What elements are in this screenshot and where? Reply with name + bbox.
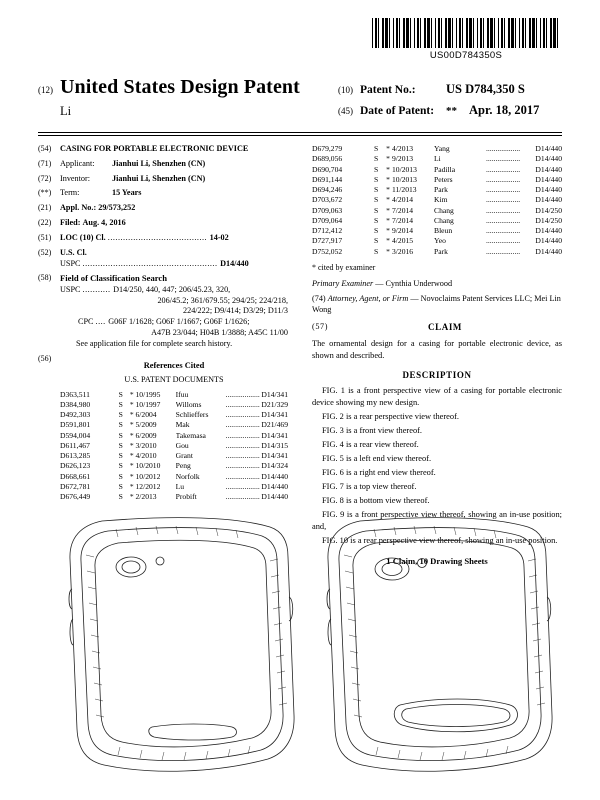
citation-dots: ..................	[486, 195, 521, 205]
barcode-number: US00D784350S	[429, 50, 503, 61]
code-74: (74)	[312, 294, 326, 304]
citation-row	[312, 226, 562, 236]
citation-date: 5/2009	[135, 420, 157, 430]
citation-star: *	[386, 185, 390, 194]
search-body	[60, 273, 288, 349]
figure-description: FIG. 10 is a rear perspective view thereof, showing an in-use position.	[322, 535, 558, 545]
citation-patent: D492,303	[60, 410, 91, 420]
citation-class: D14/440	[535, 195, 562, 205]
citation-kind: S	[374, 144, 379, 153]
citation-patent: D690,704	[312, 164, 343, 174]
claim-heading-text: CLAIM	[428, 321, 463, 332]
citation-class: D14/440	[261, 481, 288, 491]
field-term	[38, 188, 288, 199]
code-12: (12)	[38, 85, 53, 95]
search-cpc-label: CPC	[78, 317, 94, 327]
citation-date: 6/2004	[135, 410, 157, 420]
citation-class: D21/469	[261, 420, 288, 430]
citation-class: D14/440	[535, 226, 562, 235]
citation-date: 4/2010	[135, 451, 157, 461]
citation-kind: S	[374, 185, 379, 194]
citation-class: D14/440	[535, 236, 562, 246]
claim-heading	[312, 322, 562, 334]
citation-date: 4/2013	[392, 144, 414, 153]
inventor-label: Inventor:	[60, 173, 91, 183]
citation-class: D14/250	[535, 205, 562, 215]
citation-star: *	[129, 481, 134, 491]
citation-date: 7/2014	[392, 205, 414, 215]
citation-table-right	[312, 144, 562, 257]
loc-dots: .......................................	[107, 232, 210, 242]
citation-dots: ..................	[486, 174, 521, 184]
citation-patent: D363,511	[60, 389, 90, 399]
citation-class: D14/440	[535, 144, 562, 153]
patent-number-value: US D784,350 S	[446, 82, 525, 96]
left-column	[38, 144, 300, 568]
citation-row	[312, 185, 562, 195]
citation-dots: ..................	[486, 226, 521, 235]
citation-kind: S	[374, 174, 379, 184]
citation-date: 7/2014	[392, 215, 414, 225]
field-appl-no	[38, 203, 288, 214]
citation-star: *	[386, 246, 390, 256]
citation-patent: D689,056	[312, 154, 343, 164]
citation-dots: ..................	[225, 471, 260, 481]
code-term: (**)	[38, 188, 52, 198]
sheets-note: 1 Claim, 10 Drawing Sheets	[386, 556, 488, 567]
citation-row	[60, 400, 288, 410]
citation-star: *	[386, 164, 390, 174]
citation-row	[60, 461, 288, 471]
search-label: Field of Classification Search	[60, 273, 168, 284]
figure-description: FIG. 5 is a left end view thereof.	[322, 453, 432, 463]
citation-kind: S	[374, 164, 379, 174]
code-57: (57)	[312, 321, 329, 331]
attorney-line	[312, 294, 562, 316]
term-body	[60, 188, 288, 199]
citation-name: Takemasa	[175, 430, 206, 440]
citation-star: *	[386, 215, 390, 225]
code-45: (45)	[338, 106, 353, 116]
attorney-value: Novoclaims Patent Services LLC; Mei Lin Wong	[312, 294, 561, 314]
citation-patent: D672,781	[60, 481, 91, 491]
citation-star: *	[386, 205, 390, 215]
citation-dots: ..................	[225, 410, 260, 420]
figure-description: FIG. 8 is a bottom view thereof.	[322, 495, 430, 505]
uspc-label: USPC	[60, 258, 81, 268]
figure-description: FIG. 3 is a front view thereof.	[322, 426, 423, 436]
us-cl-body	[60, 248, 288, 270]
citation-class: D14/440	[261, 471, 288, 481]
citation-row	[312, 247, 562, 257]
citation-row	[60, 492, 288, 502]
citation-kind: S	[118, 440, 123, 450]
filed-value: Aug. 4, 2016	[82, 218, 126, 228]
citation-star: *	[129, 451, 134, 461]
citation-class: D14/341	[261, 389, 288, 399]
date-stars: **	[446, 105, 457, 117]
citation-dots: ..................	[486, 205, 521, 215]
citation-date: 12/2012	[135, 481, 161, 491]
citation-dots: ..................	[486, 154, 521, 164]
patent-drawing	[38, 511, 562, 786]
patent-date-row	[338, 103, 562, 118]
code-71: (71)	[38, 158, 52, 168]
figure-description: FIG. 9 is a front perspective view thereof, showing an in-use position; and,	[312, 509, 562, 531]
body-columns	[38, 144, 562, 568]
citation-dots: ..................	[225, 481, 260, 491]
applicant-value: Jianhui Li, Shenzhen (CN)	[112, 158, 206, 168]
citation-star: *	[129, 389, 134, 399]
right-column	[300, 144, 562, 568]
citation-row	[60, 441, 288, 451]
code-10: (10)	[338, 85, 353, 95]
code-52: (52)	[38, 247, 52, 257]
appl-value: 29/573,252	[98, 203, 136, 213]
citation-patent: D752,052	[312, 246, 343, 256]
citation-patent: D691,144	[312, 174, 343, 184]
loc-label: LOC (10) Cl.	[60, 232, 106, 242]
citation-name: Willoms	[175, 399, 202, 409]
citation-date: 9/2013	[392, 154, 414, 164]
citation-row	[60, 420, 288, 430]
citation-dots: ..................	[225, 430, 260, 440]
citation-name: Li	[434, 154, 441, 164]
header-left	[38, 76, 338, 119]
citation-patent: D613,285	[60, 451, 91, 461]
field-loc	[38, 233, 288, 244]
cited-by-examiner: * cited by examiner	[312, 262, 376, 272]
citation-name: Bleun	[434, 226, 453, 235]
figure-description: FIG. 1 is a front perspective view of a casing for portable electronic device showing my new design.	[312, 386, 562, 408]
applicant-body	[60, 159, 288, 170]
citation-row	[312, 144, 562, 154]
code-72: (72)	[38, 173, 52, 183]
citation-patent: D727,917	[312, 236, 343, 246]
citation-row	[312, 175, 562, 185]
citation-star: *	[386, 236, 390, 246]
primary-examiner-label: Primary Examiner	[312, 279, 374, 289]
loc-value: 14-02	[209, 232, 229, 242]
us-docs-heading: U.S. PATENT DOCUMENTS	[124, 374, 224, 384]
citation-star: *	[129, 420, 134, 430]
primary-examiner-value: Cynthia Underwood	[385, 279, 453, 289]
casing-drawing-svg	[38, 511, 562, 786]
citation-star: *	[129, 471, 134, 481]
attorney-dash: —	[410, 294, 421, 304]
figure-description: FIG. 7 is a top view thereof.	[322, 481, 417, 491]
patent-date-value: Apr. 18, 2017	[469, 103, 540, 117]
citation-date: 3/2016	[392, 246, 414, 256]
filed-label: Filed:	[60, 218, 81, 228]
citation-table-left	[60, 390, 288, 503]
figure-description: FIG. 4 is a rear view thereof.	[322, 440, 419, 450]
citation-star: *	[386, 174, 390, 184]
search-uspc-label: USPC	[60, 284, 81, 294]
citation-date: 10/2013	[392, 164, 417, 174]
citation-row	[312, 236, 562, 246]
code-58: (58)	[38, 273, 52, 283]
page-title: United States Design Patent	[60, 76, 300, 98]
citation-class: D14/440	[261, 492, 288, 502]
cpc-dots: ....	[95, 317, 109, 327]
term-value: 15 Years	[112, 188, 142, 198]
citation-patent: D676,449	[60, 492, 91, 502]
code-56: (56)	[38, 353, 52, 363]
citation-dots: ..................	[486, 144, 521, 153]
citation-kind: S	[118, 461, 123, 471]
references-body	[60, 354, 288, 503]
citation-patent: D384,980	[60, 399, 91, 409]
uspc-value: D14/440	[220, 258, 249, 268]
inventor-surname: Li	[60, 104, 72, 118]
citation-class: D14/440	[535, 174, 562, 184]
citation-patent: D703,672	[312, 195, 343, 205]
citation-row	[312, 154, 562, 164]
uspc-line	[60, 259, 288, 270]
citation-patent: D709,063	[312, 205, 343, 215]
citation-dots: ..................	[486, 236, 521, 246]
header-right	[338, 76, 562, 124]
citation-kind: S	[118, 389, 123, 399]
figure-description: FIG. 2 is a rear perspective view thereof.	[322, 412, 459, 422]
citation-patent: D611,467	[60, 440, 90, 450]
citation-row	[60, 482, 288, 492]
description-heading: DESCRIPTION	[402, 369, 472, 380]
citation-name: Grant	[175, 451, 193, 461]
citation-dots: ..................	[225, 492, 260, 502]
citation-date: 10/2012	[135, 471, 161, 481]
citation-row	[60, 410, 288, 420]
field-filed	[38, 218, 288, 229]
citation-row	[312, 216, 562, 226]
search-line2: 206/45.2; 361/679.55; 294/25; 224/218,	[157, 295, 288, 305]
citation-class: D14/440	[535, 154, 562, 164]
citation-row	[60, 431, 288, 441]
search-dots: ...........	[82, 284, 114, 294]
citation-name: Schlieffers	[175, 410, 209, 420]
citation-class: D14/440	[535, 246, 562, 256]
header-divider-thin	[38, 135, 562, 136]
citation-star: *	[129, 430, 134, 440]
search-note: See application file for complete search history.	[76, 338, 233, 348]
citation-name: Probift	[175, 492, 197, 502]
uspc-dots: .....................................................	[82, 258, 221, 268]
citation-dots: ..................	[486, 185, 521, 194]
figure-description: FIG. 6 is a right end view thereof.	[322, 467, 436, 477]
citation-class: D14/341	[261, 410, 288, 420]
citation-star: *	[129, 440, 134, 450]
citation-row	[60, 472, 288, 482]
citation-name: Peng	[175, 461, 191, 471]
citation-class: D14/440	[535, 164, 562, 174]
citation-star: *	[386, 154, 390, 164]
field-title	[38, 144, 288, 155]
citation-kind: S	[118, 451, 123, 461]
citation-patent: D679,279	[312, 144, 343, 153]
citation-kind: S	[118, 481, 123, 491]
citation-dots: ..................	[486, 215, 521, 225]
citation-kind: S	[374, 236, 379, 246]
code-51: (51)	[38, 232, 52, 242]
citation-class: D14/324	[261, 461, 288, 471]
citation-patent: D712,412	[312, 226, 343, 235]
citation-name: Yeo	[434, 236, 446, 246]
citation-name: Yang	[434, 144, 450, 153]
citation-kind: S	[374, 154, 379, 164]
citation-row	[312, 206, 562, 216]
patent-date-label: Date of Patent:	[360, 105, 435, 117]
citation-name: Lu	[175, 481, 185, 491]
citation-dots: ..................	[225, 389, 260, 399]
citation-dots: ..................	[486, 246, 521, 256]
primary-examiner-dash: —	[375, 279, 386, 289]
loc-body	[60, 233, 288, 244]
citation-date: 11/2013	[392, 185, 417, 194]
citation-patent: D594,004	[60, 430, 91, 440]
citation-patent: D668,661	[60, 471, 91, 481]
citation-date: 9/2014	[392, 226, 414, 235]
applicant-label: Applicant:	[60, 158, 95, 168]
citation-patent: D694,246	[312, 185, 343, 194]
citation-star: *	[386, 144, 390, 153]
citation-date: 10/2010	[135, 461, 161, 471]
search-line3: 224/222; D9/414; D3/29; D11/3	[183, 306, 288, 316]
citation-name: Park	[434, 246, 448, 256]
citation-star: *	[129, 492, 134, 502]
citation-class: D14/341	[261, 430, 288, 440]
citation-dots: ..................	[225, 399, 260, 409]
search-cpc1: G06F 1/1628; G06F 1/1667; G06F 1/1626;	[108, 317, 250, 327]
field-search	[38, 273, 288, 349]
filed-body	[60, 218, 288, 229]
citation-date: 10/2013	[392, 174, 417, 184]
citation-date: 4/2015	[392, 236, 414, 246]
citation-kind: S	[374, 246, 379, 256]
code-21: (21)	[38, 203, 52, 213]
citation-name: Chang	[434, 215, 454, 225]
citation-dots: ..................	[225, 451, 260, 461]
citation-date: 2/2013	[135, 492, 157, 502]
citation-class: D14/440	[535, 185, 562, 194]
attorney-label: Attorney, Agent, or Firm	[327, 294, 409, 304]
citation-dots: ..................	[225, 461, 260, 471]
citation-class: D21/329	[261, 399, 288, 409]
barcode-block	[372, 18, 560, 61]
citation-class: D14/341	[261, 451, 288, 461]
citation-row	[60, 390, 288, 400]
code-22: (22)	[38, 218, 52, 228]
patent-number-label: Patent No.:	[360, 84, 416, 96]
citation-row	[312, 195, 562, 205]
search-cpc-line	[60, 317, 288, 328]
citation-star: *	[129, 410, 134, 420]
citation-kind: S	[118, 420, 123, 430]
citation-name: Peters	[434, 174, 453, 184]
field-references	[38, 354, 288, 503]
citation-class: D14/250	[535, 215, 562, 225]
citation-kind: S	[374, 215, 379, 225]
citation-date: 10/1997	[135, 399, 161, 409]
citation-row	[60, 451, 288, 461]
citation-kind: S	[374, 205, 379, 215]
inventor-value: Jianhui Li, Shenzhen (CN)	[112, 173, 206, 183]
citation-date: 10/1995	[135, 389, 161, 399]
citation-class: D14/315	[261, 440, 288, 450]
citation-kind: S	[374, 195, 379, 205]
field-inventor	[38, 174, 288, 185]
citation-dots: ..................	[225, 420, 260, 430]
search-cpc2: A47B 23/044; H04B 1/3888; A45C 11/00	[151, 328, 288, 338]
patent-header	[38, 76, 562, 124]
citation-star: *	[386, 195, 390, 205]
citation-star: *	[129, 399, 134, 409]
us-cl-label: U.S. Cl.	[60, 247, 87, 257]
code-54: (54)	[38, 144, 52, 153]
claim-text: The ornamental design for a casing for portable electronic device, as shown and described.	[312, 338, 562, 360]
invention-title: CASING FOR PORTABLE ELECTRONIC DEVICE	[60, 144, 249, 153]
appl-body	[60, 203, 288, 214]
citation-kind: S	[118, 492, 123, 502]
primary-examiner	[312, 279, 562, 290]
citation-star: *	[386, 226, 390, 235]
field-us-cl	[38, 248, 288, 270]
citation-patent: D626,123	[60, 461, 91, 471]
citation-kind: S	[118, 471, 123, 481]
citation-dots: ..................	[225, 440, 260, 450]
citation-date: 4/2014	[392, 195, 414, 205]
citation-kind: S	[118, 410, 123, 420]
citation-name: Gou	[175, 440, 189, 450]
citation-name: Chang	[434, 205, 454, 215]
citation-star: *	[129, 461, 134, 471]
citation-dots: ..................	[486, 164, 521, 174]
appl-label: Appl. No.:	[60, 203, 97, 213]
citation-name: Ifuu	[175, 389, 189, 399]
references-heading: References Cited	[143, 360, 205, 370]
citation-patent: D591,801	[60, 420, 91, 430]
citation-patent: D709,064	[312, 215, 343, 225]
citation-name: Kim	[434, 195, 448, 205]
term-label: Term:	[60, 188, 80, 198]
citation-name: Norfolk	[175, 471, 200, 481]
citation-date: 3/2010	[135, 440, 157, 450]
field-applicant	[38, 159, 288, 170]
search-uspc-line	[60, 285, 288, 296]
citation-row	[312, 165, 562, 175]
header-divider	[38, 132, 562, 133]
citation-kind: S	[374, 226, 379, 235]
patent-number-row	[338, 82, 562, 97]
inventor-body	[60, 174, 288, 185]
search-line1: D14/250, 440, 447; 206/45.23, 320,	[113, 284, 231, 294]
citation-name: Padilla	[434, 164, 456, 174]
citation-date: 6/2009	[135, 430, 157, 440]
citation-kind: S	[118, 399, 123, 409]
citation-kind: S	[118, 430, 123, 440]
citation-name: Mak	[175, 420, 190, 430]
citation-name: Park	[434, 185, 448, 194]
barcode-icon	[372, 18, 560, 48]
